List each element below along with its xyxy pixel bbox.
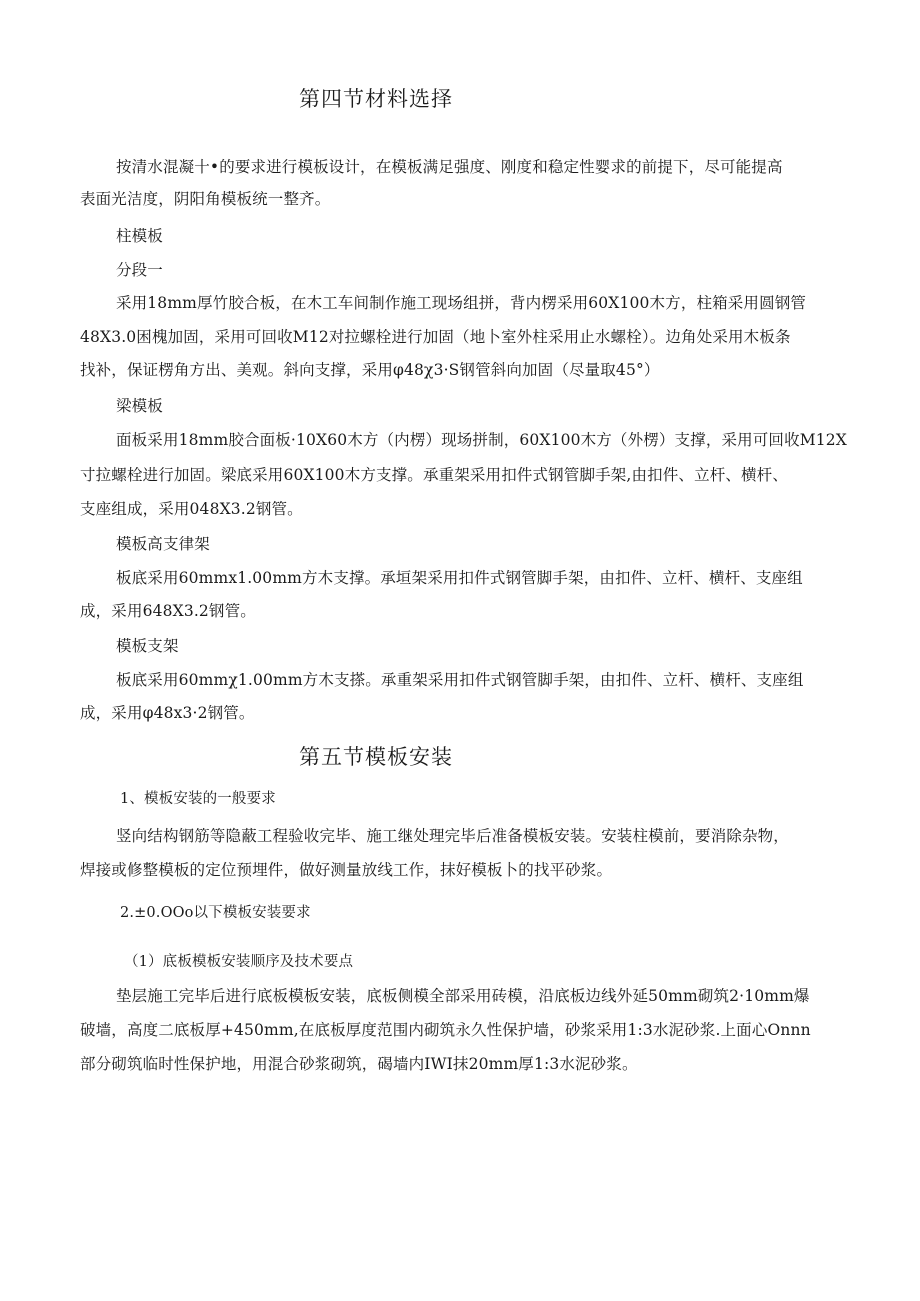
base-slab-heading: （1）底板模板安装顺序及技术要点 (124, 954, 354, 970)
section-5-title: 第五节模板安装 (299, 745, 453, 769)
base-slab-line-1: 垫层施工完毕后进行底板模板安装，底板侧模全部采用砖模，沿底板边线外延50mm砌筑2·10mm爆 (116, 987, 810, 1005)
support-heading: 模板支架 (116, 637, 179, 655)
base-slab-line-3: 部分砌筑临时性保护地，用混合砂浆砌筑，碣墙内IWI抹20mm厚1:3水泥砂浆。 (80, 1055, 638, 1073)
section-4-intro-line-2: 表面光洁度，阴阳角模板统一整齐。 (80, 190, 331, 208)
column-formwork-line-2: 48X3.0困槐加固，采用可回收M12对拉螺栓进行加固（地卜室外柱采用止水螺栓）。边角处采用木板条 (80, 328, 791, 346)
beam-formwork-line-3: 支座组成，采用048X3.2钢管。 (80, 500, 303, 518)
beam-formwork-line-2: 寸拉螺栓进行加固。梁底采用60X100木方支撑。承重架采用扣件式钢管脚手架,由扣件、立杆、横杆、 (80, 466, 788, 484)
beam-formwork-heading: 梁模板 (116, 397, 163, 415)
support-line-2: 成，采用φ48x3·2钢管。 (80, 704, 255, 722)
beam-formwork-line-1: 面板采用18mm胶合面板·10X60木方（内楞）现场拼制，60X100木方（外楞）支撑，采用可回收M12X (116, 431, 847, 449)
high-support-line-1: 板底采用60mmx1.00mm方木支撑。承垣架采用扣件式钢管脚手架，由扣件、立杆、横杆、支座组 (116, 569, 803, 587)
support-line-1: 板底采用60mmχ1.00mm方木支搽。承重架采用扣件式钢管脚手架，由扣件、立杆、横杆、支座组 (116, 671, 804, 689)
high-support-line-2: 成，采用648X3.2钢管。 (80, 602, 256, 620)
column-formwork-line-3: 找补，保证楞角方出、美观。斜向支撑，采用φ48χ3·S钢管斜向加固（尽量取45°） (80, 361, 660, 379)
column-formwork-subheading: 分段一 (116, 261, 163, 279)
general-requirements-line-1: 竖向结构钢筋等隐蔽工程验收完毕、施工继处理完毕后准备模板安装。安装柱模前，要消除杂物， (116, 827, 789, 845)
below-zero-heading: 2.±0.OOo以下模板安装要求 (120, 905, 311, 921)
column-formwork-line-1: 采用18mm厚竹胶合板，在木工车间制作施工现场组拼，背内楞采用60X100木方，柱箱采用圆钢管 (116, 294, 807, 312)
general-requirements-heading: 1、模板安装的一般要求 (120, 791, 276, 807)
base-slab-line-2: 破墙，高度二底板厚+450mm,在底板厚度范围内砌筑永久性保护墙，砂浆采用1:3水泥砂浆.上面心Onnn (80, 1021, 811, 1039)
general-requirements-line-2: 焊接或修整模板的定位预埋件，做好测量放线工作，抹好模板卜的找平砂浆。 (80, 861, 613, 879)
column-formwork-heading: 柱模板 (116, 227, 163, 245)
section-4-intro-line-1: 按清水混凝十•的要求进行模板设计，在模板满足强度、刚度和稳定性婴求的前提下，尽可能提高 (116, 158, 783, 176)
high-support-heading: 模板高支律架 (116, 535, 210, 553)
section-4-title: 第四节材料选择 (299, 87, 453, 111)
